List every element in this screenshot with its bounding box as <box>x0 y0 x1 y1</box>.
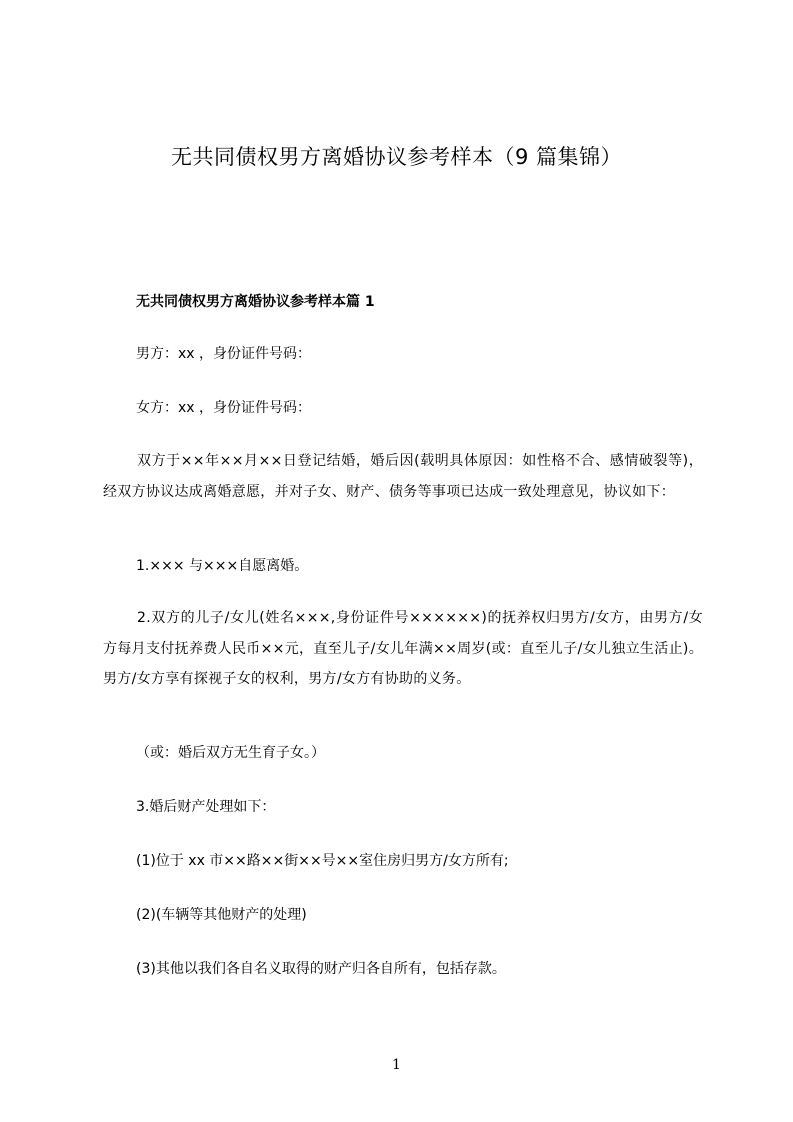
clause-3-item-3: (3)其他以我们各自名义取得的财产归各自所有，包括存款。 <box>136 961 506 977</box>
page-number: 1 <box>392 1057 401 1073</box>
clause-1: 1.××× 与×××自愿离婚。 <box>136 558 309 574</box>
clause-2-alternative: （或：婚后双方无生育子女。） <box>136 745 325 761</box>
female-party-line: 女方：xx ，身份证件号码： <box>136 400 312 416</box>
clause-3-item-1: (1)位于 xx 市××路××街××号××室住房归男方/女方所有; <box>136 853 509 869</box>
section-heading: 无共同债权男方离婚协议参考样本篇 1 <box>136 294 375 310</box>
clause-3-item-2: (2)(车辆等其他财产的处理) <box>136 907 307 923</box>
clause-3: 3.婚后财产处理如下： <box>136 799 276 815</box>
male-party-line: 男方：xx ，身份证件号码： <box>136 346 312 362</box>
marriage-paragraph: 双方于××年××月××日登记结婚，婚后因(载明具体原因：如性格不合、感情破裂等)，经双方协议达成离婚意愿，并对子女、财产、债务等事项已达成一致处理意见，协议如下： <box>103 453 703 500</box>
clause-2: 2.双方的儿子/女儿(姓名×××,身份证件号××××××)的抚养权归男方/女方，由男方/女方每月支付抚养费人民币××元，直至儿子/女儿年满××周岁(或：直至儿子/女儿独立生活止)。男方/女方享有探视子女的权利，男方/女方有协助的义务。 <box>103 610 703 687</box>
document-title: 无共同债权男方离婚协议参考样本（9 篇集锦） <box>170 145 623 169</box>
